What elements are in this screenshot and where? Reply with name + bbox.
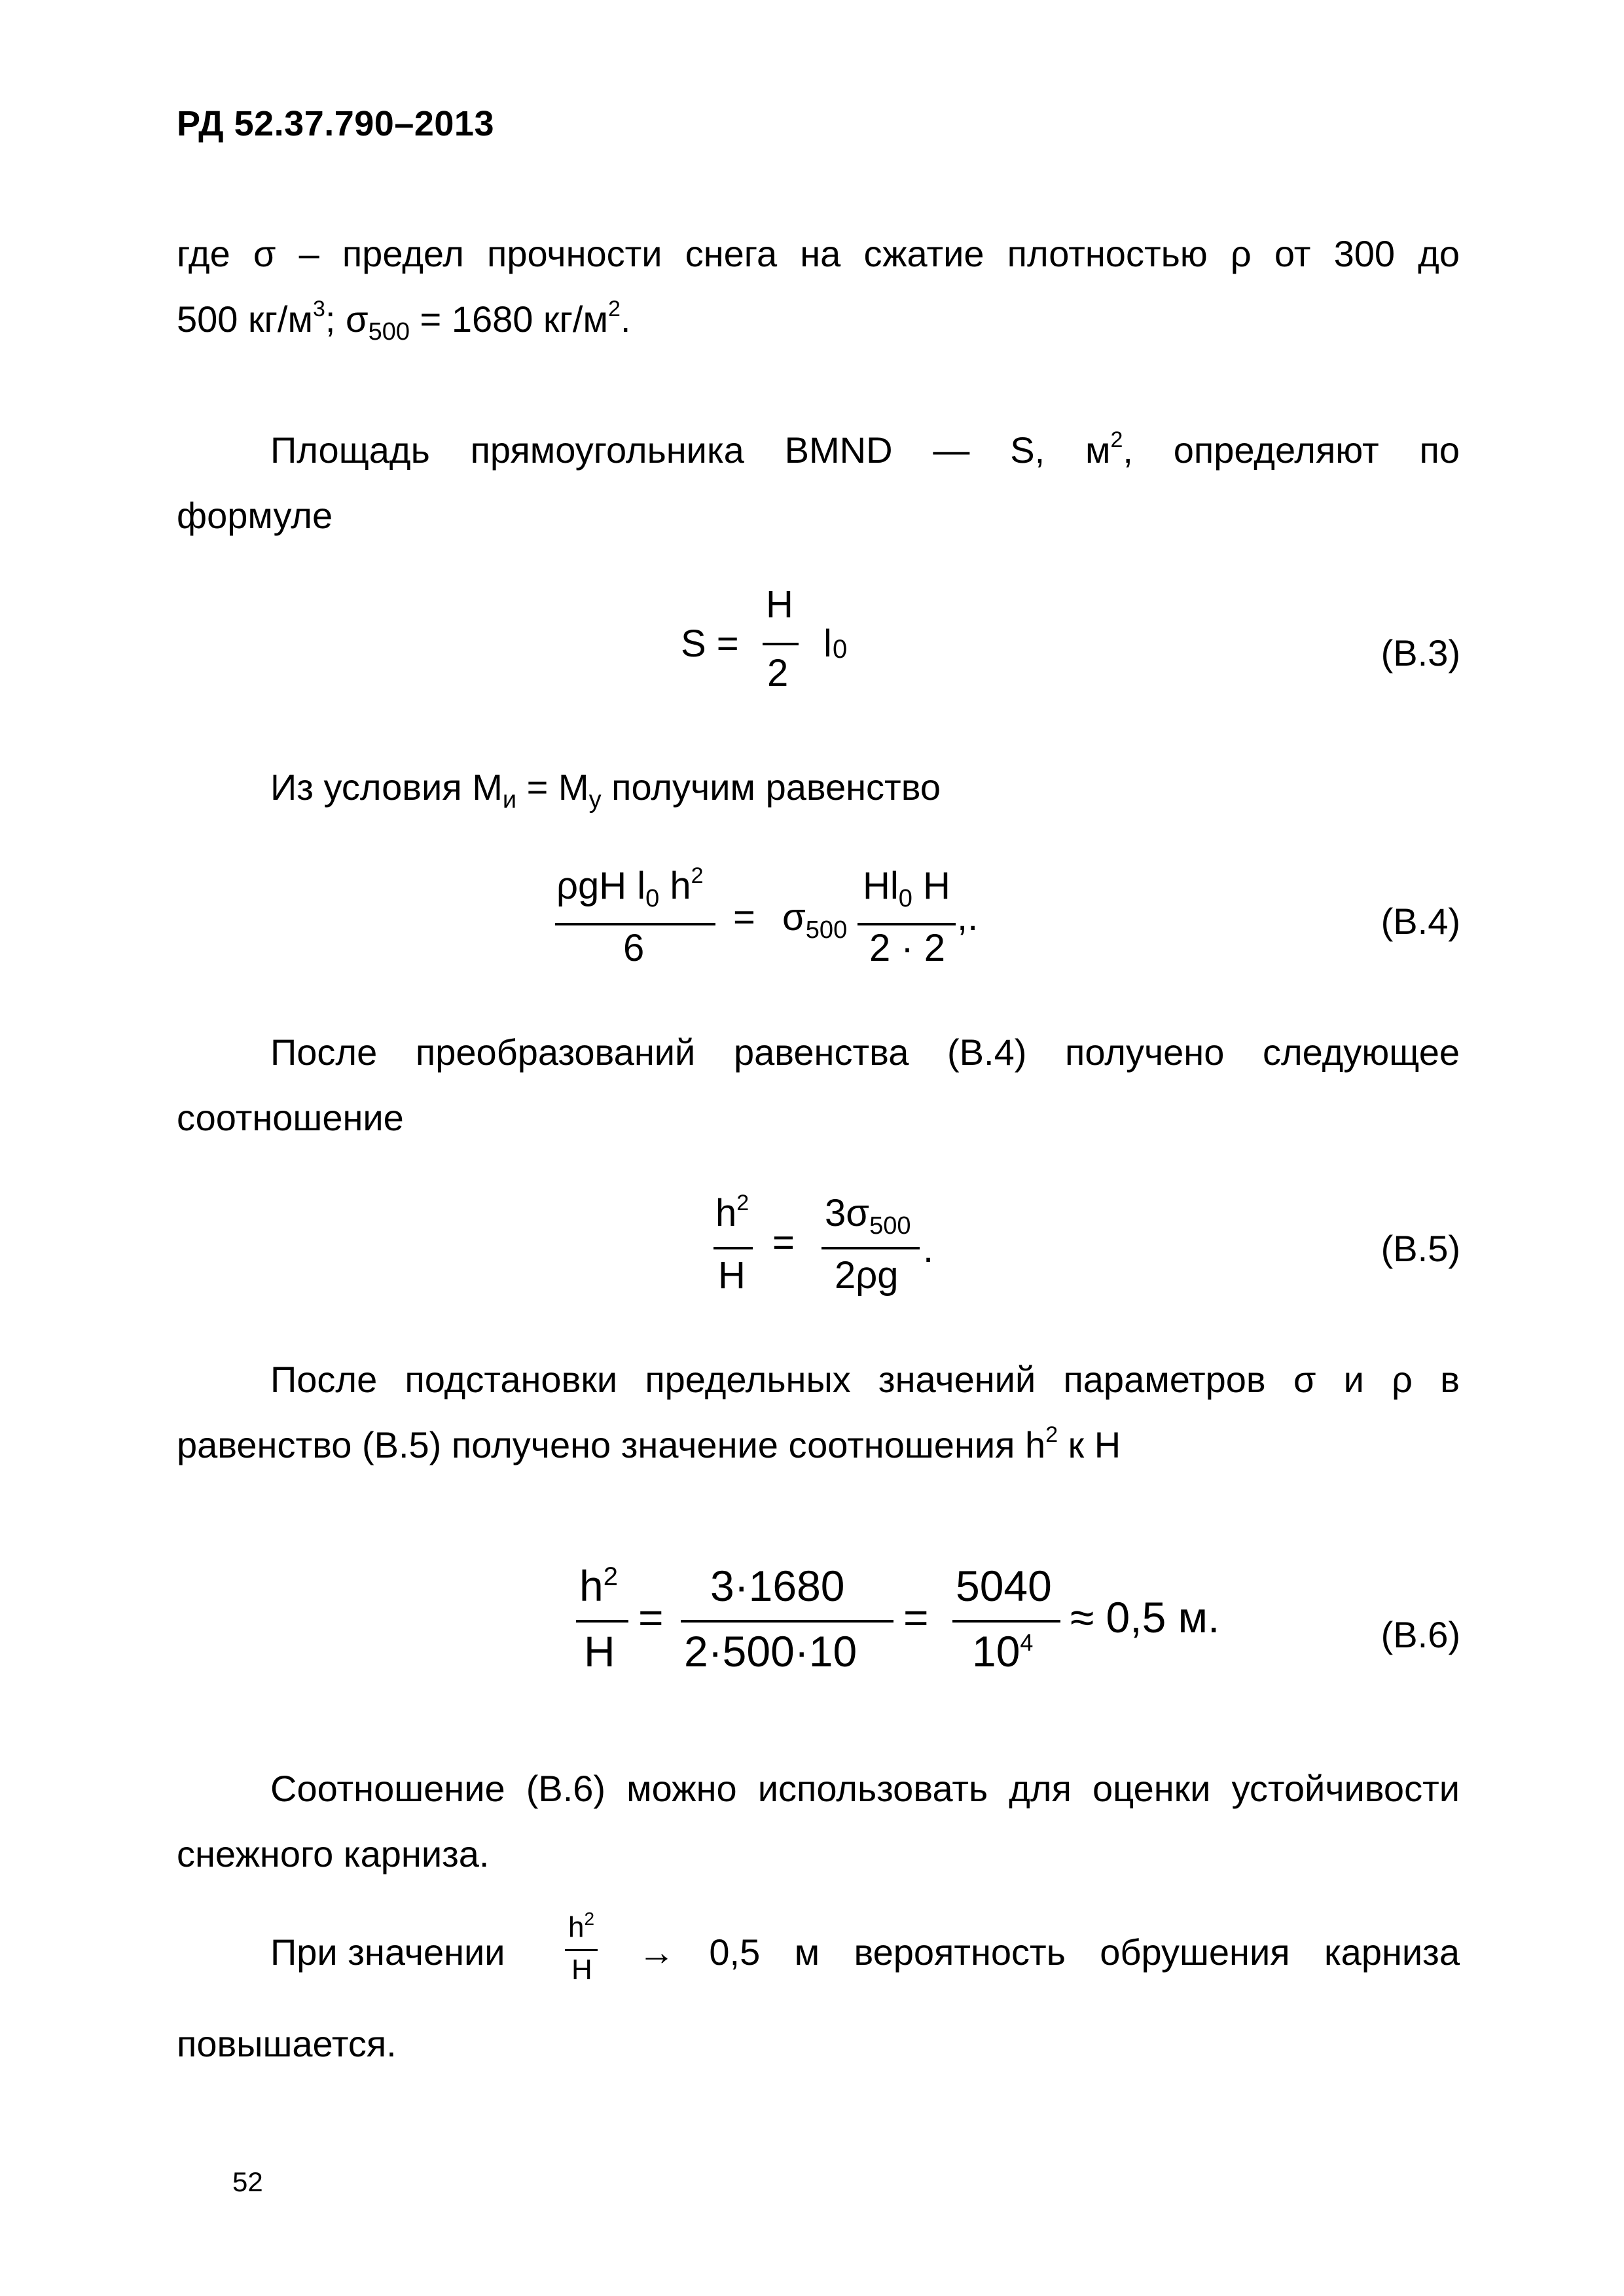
paragraph-5-line-2: равенство (В.5) получено значение соотношения $h^2$ к H: [177, 1422, 1121, 1465]
equation-b6: $h^2$ H = 3·1680 2·500·10 = 5040 $10^4$ ≈ 0,5 м.: [576, 1561, 1283, 1705]
eq3-denominator: 2: [767, 652, 789, 694]
eq4-right-denominator: 2 · 2: [869, 927, 946, 969]
eq3-fraction-bar: [763, 643, 799, 645]
paragraph-4-line-2: соотношение: [177, 1097, 404, 1138]
p7-fraction-bar: [565, 1949, 598, 1951]
paragraph-7-line-1: При значении $h^2$ H → 0,5 м вероятность обрушения карниза: [270, 1909, 1460, 1986]
eq6-fraction-3-denominator: $10^4$: [972, 1627, 1034, 1676]
paragraph-1-line-1: где σ – предел прочности снега на сжатие плотностью ρ от 300 до: [177, 233, 1460, 274]
eq4-left-denominator: 6: [623, 927, 645, 969]
eq6-fraction-1-numerator: $h^2$: [579, 1562, 618, 1610]
paragraph-4-line-1: После преобразований равенства (В.4) получено следующее: [270, 1031, 1460, 1073]
page-number: 52: [232, 2166, 263, 2197]
eq3-numerator: H: [766, 583, 793, 626]
paragraph-6-line-1: Соотношение (В.6) можно использовать для оценки устойчивости: [270, 1768, 1460, 1809]
eq5-right-numerator: $3\sigma_{500}$: [825, 1192, 911, 1240]
eq4-right-fraction-bar: [857, 923, 956, 925]
equation-b3: S = H 2 l 0: [681, 583, 848, 694]
paragraph-2-line-1: Площадь прямоугольника BMND — S, $м^2$, определяют по: [270, 427, 1460, 471]
eq5-right-fraction-bar: [821, 1247, 920, 1249]
paragraph-5-line-1: После подстановки предельных значений параметров σ и ρ в: [270, 1359, 1460, 1400]
equation-b4-number: (В.4): [1380, 901, 1460, 942]
eq6-fraction-2-numerator: 3·1680: [710, 1562, 845, 1610]
equation-b3-number: (В.3): [1380, 632, 1460, 673]
equation-b5: $h^2$ H = $3\sigma_{500}$ 2ρg .: [710, 1185, 959, 1316]
eq6-fraction-2-bar: [681, 1620, 893, 1623]
paragraph-2-line-2: формуле: [177, 495, 333, 536]
document-code: РД 52.37.790–2013: [177, 104, 494, 143]
eq5-left-fraction-bar: [713, 1247, 753, 1249]
eq5-left-denominator: H: [718, 1254, 746, 1297]
eq6-fraction-1-denominator: H: [584, 1627, 615, 1676]
eq6-fraction-1-bar: [576, 1620, 628, 1623]
equation-b4: ρgH $l_0$ $h^2$ 6 = $\sigma_{500}$ $Hl_0$ H 2 · 2 ,.: [556, 863, 979, 969]
eq5-left-numerator: $h^2$: [715, 1191, 749, 1234]
eq6-fraction-2-denominator: 2·500·10: [684, 1627, 857, 1676]
eq4-left-fraction-bar: [555, 923, 715, 925]
eq4-left-numerator: ρgH $l_0$ $h^2$: [556, 863, 704, 912]
eq6-fraction-3-bar: [952, 1620, 1060, 1623]
equation-b5-number: (В.5): [1380, 1228, 1460, 1269]
eq4-right-numerator: $Hl_0$ H: [863, 865, 950, 912]
eq4-sigma: $\sigma_{500}$: [782, 896, 848, 944]
paragraph-3: Из условия $M_и = M_у$ получим равенство: [270, 766, 941, 814]
paragraph-7-line-2: повышается.: [177, 2023, 397, 2064]
eq5-right-denominator: 2ρg: [835, 1254, 899, 1297]
equation-b6-number: (В.6): [1380, 1614, 1460, 1655]
eq6-fraction-3-numerator: 5040: [956, 1562, 1052, 1610]
paragraph-1-line-2: 500 $кг/м^3$; $\sigma_{500} = 1680$ $кг/м^2$.: [177, 296, 631, 346]
paragraph-6-line-2: снежного карниза.: [177, 1833, 490, 1874]
p7-fraction-numerator: $h^2$: [568, 1909, 595, 1943]
p7-fraction-denominator: H: [571, 1954, 592, 1986]
